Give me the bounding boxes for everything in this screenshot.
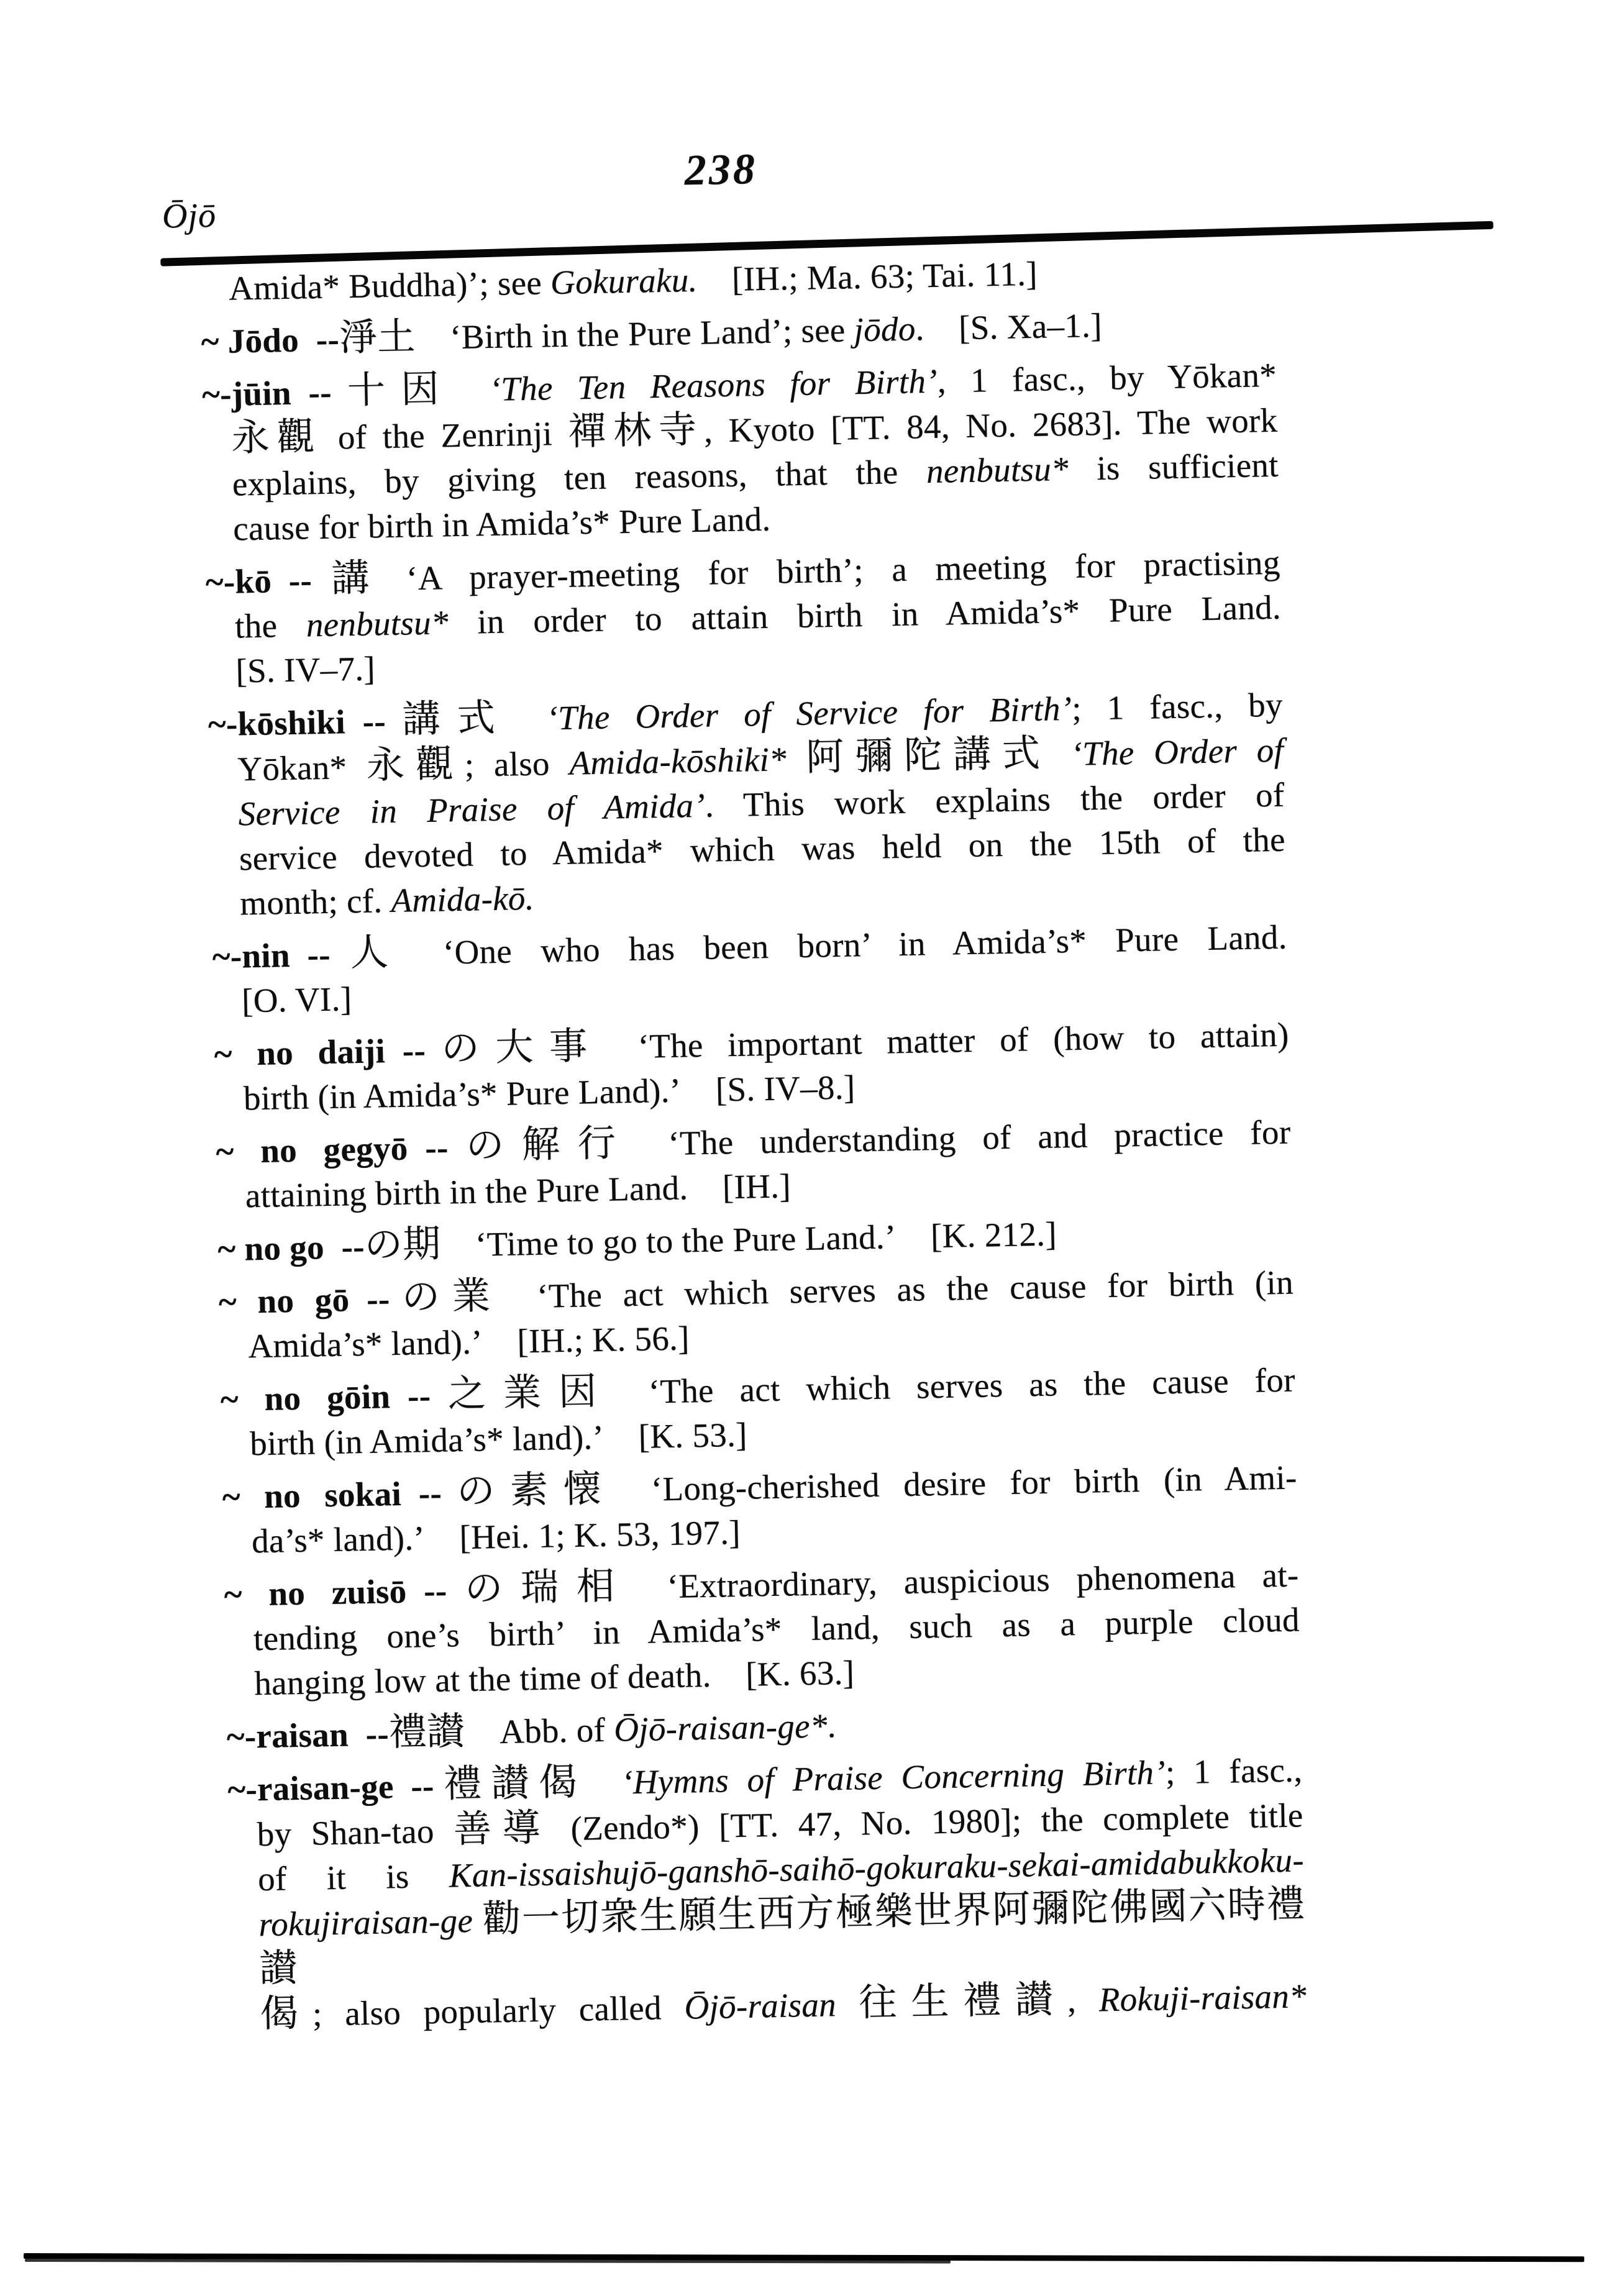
text-segment: .	[826, 1706, 837, 1745]
text-segment: of the Zenrinji	[321, 414, 569, 457]
text-segment: . [S. Xa–1.]	[915, 306, 1103, 348]
text-segment: の大事	[425, 1025, 604, 1071]
text-segment: [S. IV–7.]	[235, 649, 376, 690]
text-segment: ~ no gegyō --	[216, 1128, 449, 1171]
text-segment: ~ Jōdo --	[201, 320, 340, 361]
text-segment: ‘The act which serves as the cause for	[613, 1360, 1296, 1411]
text-segment: Amida’s* land).’ [IH.; K. 56.]	[247, 1319, 690, 1365]
entries	[200, 247, 1307, 2038]
text-segment: 禮讃	[388, 1711, 466, 1754]
text-segment: ‘Extraordinary, auspicious phenomena at-	[632, 1556, 1299, 1606]
text-segment: by Shan-tao	[257, 1811, 454, 1854]
text-segment: の期	[364, 1223, 442, 1267]
text-segment: explains, by giving ten reasons, that the	[232, 452, 927, 503]
text-segment: の業	[389, 1275, 503, 1319]
text-segment: ‘The important matter of (how to attain)	[603, 1015, 1290, 1066]
text-segment: ~-raisan-ge --	[227, 1767, 435, 1809]
text-segment: service devoted to Amida* which was held on the 15th of the	[239, 820, 1286, 878]
text-segment: (Zendo*) [TT. 47, No. 1980]; the complete title	[550, 1796, 1304, 1848]
dictionary-entry	[212, 914, 1288, 1024]
text-segment: ~ no sokai --	[222, 1474, 442, 1516]
text-segment: Ōjō-raisan-ge*	[613, 1706, 828, 1749]
text-segment: Amida* Buddha)’; see	[228, 263, 551, 308]
text-segment	[511, 699, 547, 737]
text-segment: 人	[330, 931, 409, 975]
text-segment: ‘The act which serves as the cause for birth (in	[501, 1263, 1294, 1316]
text-segment: ‘Hymns of Praise Concerning Birth’	[621, 1753, 1166, 1802]
text-segment: ~-kō --	[205, 561, 313, 601]
text-segment: ~ no go --	[217, 1227, 365, 1269]
text-segment: ‘Birth in the Pure Land’; see	[415, 311, 855, 357]
text-segment: Ōjō-raisan	[683, 1985, 837, 2026]
text-segment: ~-kōshiki --	[208, 702, 386, 744]
dictionary-entry	[222, 1455, 1298, 1565]
text-segment: 勸一切衆生願生西方極樂世界阿彌陀佛國六時禮讃	[259, 1884, 1305, 1990]
text-segment: 十因	[331, 368, 455, 412]
text-segment: ~ no gōin --	[220, 1377, 431, 1419]
text-segment	[836, 1985, 859, 2024]
text-segment: Abb. of	[464, 1710, 614, 1752]
text-segment: 淨土	[339, 316, 416, 360]
text-segment: 講	[311, 557, 390, 601]
text-segment: 永觀	[231, 416, 322, 460]
text-segment: Gokuraku.	[550, 260, 698, 302]
dictionary-entry	[216, 1109, 1292, 1219]
dictionary-entry	[218, 1260, 1294, 1370]
text-segment: attaining birth in the Pure Land. [IH.]	[245, 1167, 792, 1215]
text-segment	[473, 1902, 483, 1939]
text-segment: [IH.; Ma. 63; Tai. 11.]	[696, 254, 1038, 299]
text-segment: 偈	[260, 1992, 313, 2036]
text-segment: birth (in Amida’s* Pure Land).’ [S. IV–8.]	[243, 1068, 855, 1118]
text-segment: ~-raisan --	[226, 1715, 390, 1756]
text-segment: of it is	[257, 1856, 450, 1898]
text-segment: ,	[1067, 1980, 1100, 2020]
text-segment: ‘The Order of	[1070, 731, 1284, 773]
text-segment: ‘The understanding of and practice for	[633, 1113, 1291, 1163]
text-segment: 禪林寺	[567, 409, 705, 453]
text-segment: ‘Time to go to the Pure Land.’ [K. 212.]	[440, 1214, 1057, 1264]
text-segment: in order to attain birth in Amida’s* Pure Land.	[448, 588, 1282, 642]
text-segment: nenbutsu*	[926, 449, 1069, 491]
text-segment: ; also popularly called	[312, 1988, 685, 2033]
text-segment	[455, 370, 490, 409]
text-segment	[1051, 735, 1071, 773]
text-segment: [O. VI.]	[241, 980, 352, 1020]
text-segment: , Kyoto [TT. 84, No. 2683]. The work	[703, 401, 1278, 450]
text-segment: Kan-issaishujō-ganshō-saihō-gokuraku-sekai-amidabukkoku-	[449, 1841, 1305, 1895]
text-segment: の解行	[447, 1122, 634, 1168]
dictionary-entry	[220, 1357, 1296, 1467]
text-segment: 講式	[385, 697, 513, 742]
text-segment: ‘The Order of Service for Birth’	[546, 689, 1072, 737]
text-segment: ~ no zuisō --	[224, 1571, 448, 1614]
dictionary-entry	[205, 540, 1282, 695]
text-segment: 禮讃偈	[433, 1761, 588, 1806]
text-segment: Amida-kō.	[390, 878, 535, 920]
text-segment: ; 1 fasc.,	[1165, 1751, 1303, 1792]
text-segment: is sufficient	[1068, 445, 1279, 488]
text-segment: ; also	[464, 744, 570, 784]
text-segment: nenbutsu*	[306, 603, 449, 644]
text-segment: da’s* land).’ [Hei. 1; K. 53, 197.]	[251, 1513, 741, 1560]
text-segment: 阿彌陀講式	[805, 732, 1052, 779]
text-segment: the	[234, 606, 307, 645]
text-segment: の素懐	[441, 1468, 617, 1513]
text-segment: ~-nin --	[212, 935, 331, 976]
text-segment: 善導	[453, 1807, 552, 1851]
text-segment: month; cf.	[239, 882, 391, 922]
dictionary-entry	[202, 352, 1280, 552]
text-segment: Rokuji-raisan*	[1098, 1977, 1307, 2019]
text-segment: . This work explains the order of	[705, 775, 1285, 824]
text-segment: 往生禮讃	[858, 1979, 1068, 2025]
text-segment: ; 1 fasc., by	[1071, 685, 1284, 727]
dictionary-entry	[227, 1747, 1307, 2038]
text-segment: hanging low at the time of death. [K. 63.]	[253, 1653, 855, 1703]
text-segment	[786, 740, 806, 778]
text-segment: ~ no gō --	[218, 1280, 390, 1321]
text-segment: 永觀	[366, 743, 465, 787]
text-segment: cause for birth in Amida’s* Pure Land.	[232, 499, 771, 548]
text-segment: ‘One who has been born’ in Amida’s* Pure Land.	[408, 918, 1288, 972]
text-segment: Yōkan*	[237, 747, 367, 788]
text-segment: jōdo	[854, 309, 916, 349]
text-segment: Service in Praise of Amida’	[238, 786, 706, 833]
text-segment: rokujiraisan-ge	[258, 1901, 473, 1944]
running-head: Ōjō	[162, 196, 217, 236]
text-segment: 之業因	[430, 1370, 614, 1416]
text-segment: ‘Long-cherished desire for birth (in Ami-	[616, 1458, 1298, 1509]
text-segment: ~ no daiji --	[214, 1031, 426, 1073]
page-number: 238	[684, 145, 758, 195]
text-segment: tending one’s birth’ in Amida’s* land, such as a purple cloud	[253, 1600, 1300, 1658]
text-segment: , 1 fasc., by Yōkan*	[937, 355, 1277, 400]
text-segment: ‘The Ten Reasons for Birth’	[489, 362, 938, 409]
dictionary-entry	[224, 1552, 1301, 1706]
text-segment: ‘A prayer-meeting for birth’; a meeting for practising	[388, 543, 1281, 598]
text-segment: Amida-kōshiki*	[568, 740, 787, 782]
text-segment	[586, 1764, 622, 1802]
dictionary-entry	[208, 682, 1286, 927]
text-segment: ~-jūin --	[201, 373, 332, 414]
text-segment: birth (in Amida’s* land).’ [K. 53.]	[249, 1415, 748, 1463]
text-segment: の瑞相	[446, 1565, 633, 1611]
dictionary-entry	[214, 1012, 1290, 1122]
